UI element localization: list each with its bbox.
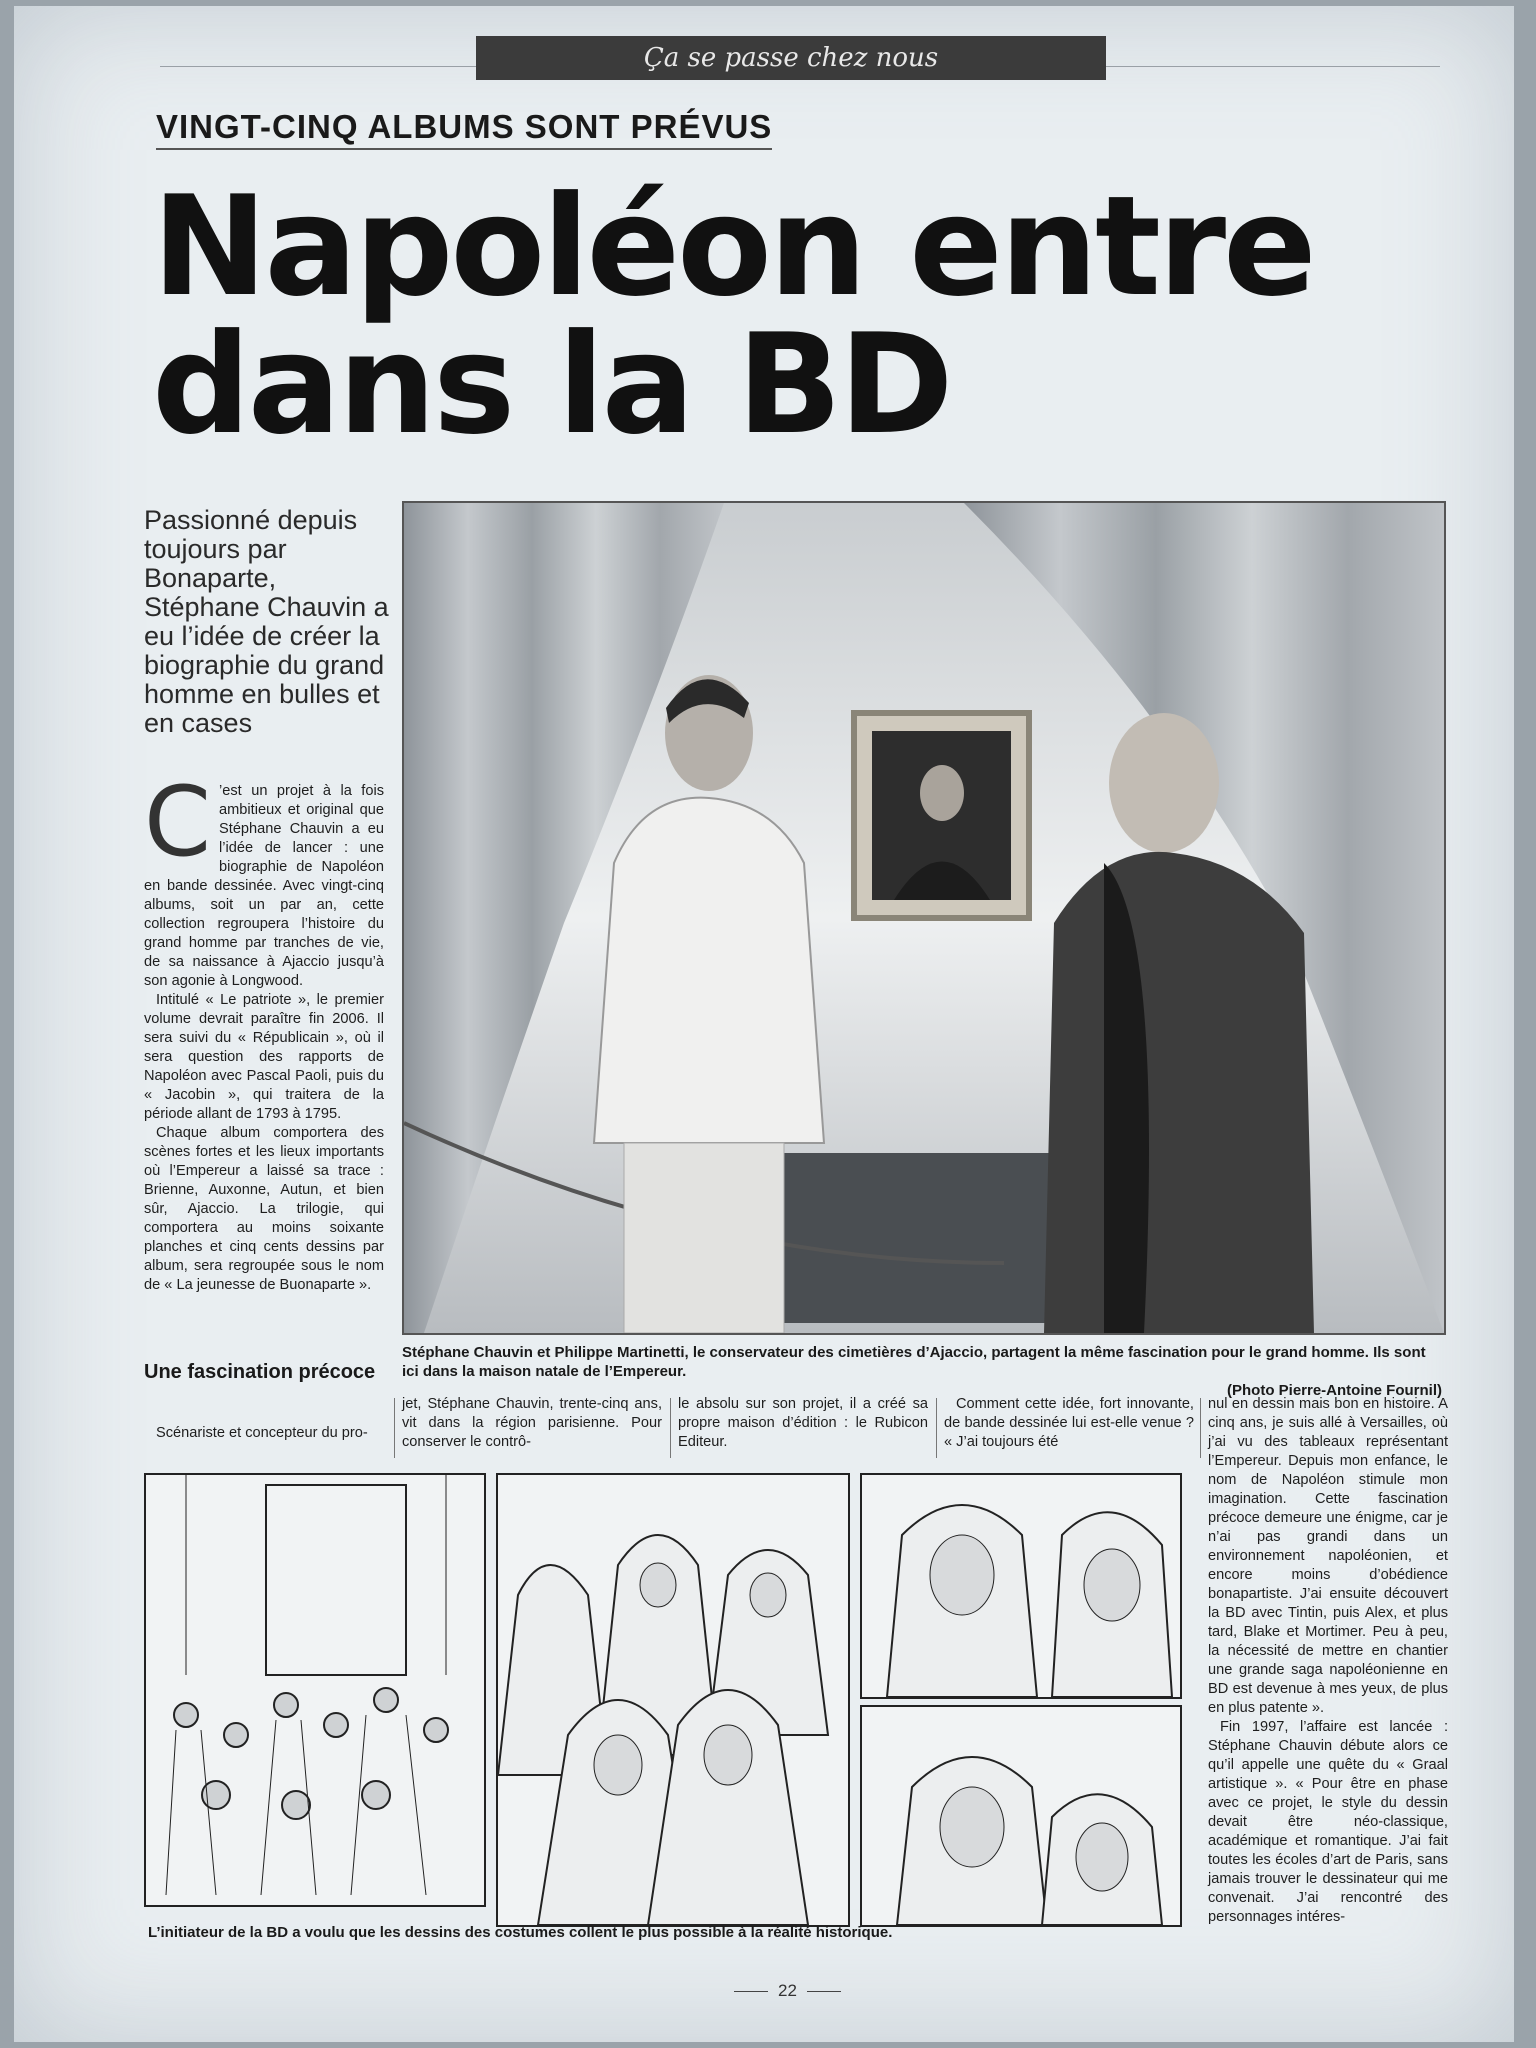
column-2 — [402, 1395, 662, 1452]
comic-panels — [144, 1473, 1184, 1923]
photo-caption — [402, 1343, 1442, 1400]
photo-caption-text: Stéphane Chauvin et Philippe Martinetti, le conservateur des cimetières d’Ajaccio, partagent la même fascination pour le grand homme. Ils sont ici dans la maison natale de l’Empereur. — [402, 1344, 1426, 1380]
column-1 — [144, 766, 384, 1295]
headline-line-1: Napoléon entre — [152, 166, 1314, 327]
kicker: VINGT-CINQ ALBUMS SONT PRÉVUS — [156, 108, 772, 150]
paragraph: nul en dessin mais bon en histoire. A cinq ans, je suis allé à Versailles, où j’ai vu des tableaux représentant l’Empereur. Depuis mon enfance, le nom de Napoléon stimule mon imagination. Cette fascination précoce demeure une énigme, car je n’ai pas grandi dans un environnement napoléonien, et encore moins d’obédience bonapartiste. J’ai ensuite découvert la BD avec Tintin, puis Alex, et plus tard, Blake et Mortimer. Peu à peu, la nécessité de mettre en chantier une grande saga napoléonienne en BD est devenue à mes yeux, de plus en plus patente ». — [1208, 1396, 1448, 1716]
paragraph: Scénariste et concepteur du pro- — [156, 1425, 368, 1441]
headline — [152, 166, 1452, 465]
paragraph: Fin 1997, l’affaire est lancée : Stéphane Chauvin débute alors ce qu’il appelle une quête du « Graal artistique ». « Pour être en phase avec ce projet, le style du dessin devait être néo-classique, académique et romantique. J’ai fait toutes les écoles d’art de Paris, sans jamais trouver le dessinateur qui me convenait. J’ai rencontré des personnages intéres- — [1208, 1719, 1448, 1925]
paragraph: Chaque album comportera des scènes fortes et les lieux importants où l’Empereur a laissé sa trace : Brienne, Auxonne, Autun, et bien sûr, Ajaccio. La trilogie, qui comportera au moins soixante planches et cinq cents dessins par album, sera regroupée sous le nom de « La jeunesse de Buonaparte ». — [144, 1125, 384, 1293]
photo — [402, 501, 1446, 1335]
comic-drawing — [498, 1475, 848, 1925]
column-rule — [1200, 1398, 1201, 1458]
column-5 — [1208, 1395, 1448, 1927]
comics-caption: L’initiateur de la BD a voulu que les dessins des costumes collent le plus possible à la réalité historique. — [148, 1924, 893, 1941]
comic-panel-crowd — [144, 1473, 486, 1907]
paragraph: jet, Stéphane Chauvin, trente-cinq ans, vit dans la région parisienne. Pour conserver le contrô- — [402, 1396, 662, 1450]
column-rule — [394, 1398, 395, 1458]
photo-credit: (Photo Pierre-Antoine Fournil) — [1227, 1382, 1442, 1399]
paragraph: le absolu sur son projet, il a créé sa propre maison d’édition : le Rubicon Editeur. — [678, 1396, 928, 1450]
column-1-continued — [144, 1424, 384, 1443]
column-3 — [678, 1395, 928, 1452]
paragraph: ’est un projet à la fois ambitieux et original que Stéphane Chauvin a eu l’idée de lancer : une biographie de Napoléon en bande dessinée. Avec vingt-cinq albums, soit un par an, cette collection regroupera l’histoire du grand homme par tranches de vie, de sa naissance à Ajaccio jusqu’à son agonie à Longwood. — [144, 783, 384, 989]
column-rule — [936, 1398, 937, 1458]
comic-panel-women — [496, 1473, 850, 1927]
magazine-page — [14, 6, 1514, 2042]
paragraph: Comment cette idée, fort innovante, de bande dessinée lui est-elle venue ? « J’ai toujours été — [944, 1396, 1194, 1450]
standfirst: Passionné depuis toujours par Bonaparte, Stéphane Chauvin a eu l’idée de créer la biographie du grand homme en bulles et en cases — [144, 505, 389, 738]
drop-cap: C — [144, 766, 212, 878]
comic-panel-portrait-top — [860, 1473, 1182, 1699]
headline-line-2: dans la BD — [152, 304, 951, 465]
comic-drawing — [146, 1475, 484, 1905]
photo-illustration — [404, 503, 1444, 1333]
comic-panel-portrait-bottom — [860, 1705, 1182, 1927]
column-rule — [670, 1398, 671, 1458]
subheading: Une fascination précoce — [144, 1361, 376, 1383]
comic-drawing — [862, 1475, 1180, 1697]
comic-drawing — [862, 1707, 1180, 1925]
section-rubric: Ça se passe chez nous — [476, 36, 1106, 80]
page-number: 22 — [724, 1981, 851, 2001]
column-4 — [944, 1395, 1194, 1452]
paragraph: Intitulé « Le patriote », le premier volume devrait paraître fin 2006. Il sera suivi du « Républicain », où il sera question des rapports de Napoléon avec Pascal Paoli, puis du « Jacobin », qui traitera de la période allant de 1793 à 1795. — [144, 992, 384, 1122]
